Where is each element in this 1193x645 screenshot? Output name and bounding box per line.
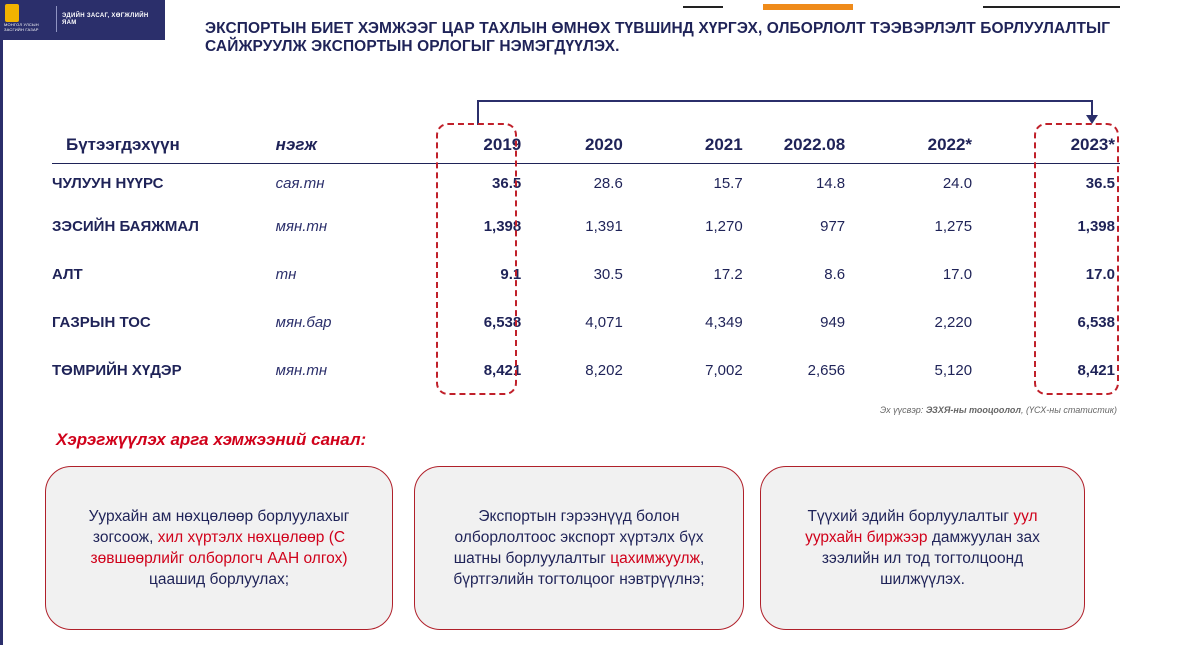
value-cell: 6,538 [1077,313,1115,331]
value-cell: 2,220 [934,313,973,331]
value-cell: 17.0 [942,265,973,283]
value-cell: 8,202 [585,361,623,379]
table-row [52,298,1120,346]
active-section-indicator [763,4,853,10]
section-indicator-segment [983,6,1120,8]
product-name: ЧУЛУУН НҮҮРС [52,174,164,192]
header-year: 2022* [845,127,972,164]
value-cell: 7,002 [705,361,743,379]
source-note [720,405,1117,415]
source-bold: ЭЗХЯ-ны тооцоолол [925,405,1021,415]
value-cell: 24.0 [942,174,973,192]
header-year: 2020 [529,127,623,164]
proposal-card-text [435,506,723,590]
value-cell: 9.1 [500,265,522,283]
table-row [52,346,1120,394]
card-text-part: , бүртгэлийн тогтолцоог нэвтрүүлнэ; [453,550,705,588]
compare-arrow-icon [470,95,1100,127]
source-suffix: , (ҮСХ-ны статистик) [1020,405,1117,415]
proposal-heading: Хэрэгжүүлэх арга хэмжээний санал: [56,430,367,449]
value-cell: 1,398 [483,217,522,235]
card-text-part: Экспортын гэрээнүүд болон олборлолтоос экспорт хүртэлх бүх шатны борлуулалтыг [453,508,704,567]
product-name: ГАЗРЫН ТОС [52,313,151,331]
product-unit: сая.тн [275,174,325,192]
product-unit: мян.тн [275,361,328,379]
logo-divider [56,6,57,32]
header-year: 2023* [972,127,1120,164]
product-name: ЗЭСИЙН БАЯЖМАЛ [52,217,199,235]
source-prefix: Эх үүсвэр: [879,405,926,415]
header-year: 2022.08 [743,127,845,164]
logo-block [0,0,165,40]
emblem-caption: МОНГОЛ УЛСЫН ЗАСГИЙН ГАЗАР [4,22,39,32]
section-indicator-segment [683,6,723,8]
card-text-part: дамжуулан зах зээлийн ил тод тогтолцоонд шилжүүлэх. [821,529,1040,588]
value-cell: 5,120 [934,361,973,379]
product-unit: мян.бар [275,313,332,331]
value-cell: 17.2 [713,265,743,283]
proposal-card [760,466,1085,630]
table-row [52,164,1120,203]
value-cell: 14.8 [815,174,846,192]
value-cell: 4,349 [705,313,743,331]
card-text-highlight: хил хүртэлх нөхцөлөөр (С зөвшөөрлийг олборлогч ААН олгох) [90,529,348,567]
card-text-part: Түүхий эдийн борлуулалтыг [807,508,1014,525]
page-title: ЭКСПОРТЫН БИЕТ ХЭМЖЭЭГ ЦАР ТАХЛЫН ӨМНӨХ ТҮВШИНД ХҮРГЭХ, ОЛБОРЛОЛТ ТЭЭВЭРЛЭЛТ БОРЛУУЛАЛТЫГ САЙЖРУУЛЖ ЭКСПОРТЫН ОРЛОГЫГ НЭМЭГДҮҮЛЭХ. [205,20,1111,55]
value-cell: 17.0 [1085,265,1115,283]
value-cell: 8.6 [824,265,846,283]
proposal-card [45,466,393,630]
card-text-highlight: цахимжуулж [610,550,700,567]
card-text-highlight: уул уурхайн биржээр [805,508,1038,546]
value-cell: 4,071 [585,313,623,331]
value-cell: 30.5 [593,265,623,283]
value-cell: 977 [820,217,846,235]
soyombo-emblem-icon [5,4,19,22]
proposal-card-text [66,506,372,590]
value-cell: 1,275 [934,217,973,235]
value-cell: 15.7 [713,174,743,192]
proposal-card-text [781,506,1064,590]
header-unit: нэгж [266,127,444,164]
value-cell: 36.5 [1085,174,1115,192]
value-cell: 6,538 [483,313,522,331]
value-cell: 2,656 [807,361,846,379]
value-cell: 1,391 [585,217,623,235]
table-row [52,202,1120,250]
header-year: 2019 [444,127,530,164]
product-name: ТӨМРИЙН ХҮДЭР [52,361,182,379]
value-cell: 1,270 [705,217,743,235]
product-unit: тн [275,265,297,283]
table-header-row [52,127,1120,164]
product-name: АЛТ [52,265,83,283]
value-cell: 8,421 [483,361,522,379]
highlight-2019-column [436,123,517,395]
left-rule [0,0,3,645]
highlight-2023-column [1034,123,1119,395]
top-section-indicator [683,0,1120,9]
card-text-part: цаашид борлуулах; [148,571,290,588]
value-cell: 8,421 [1077,361,1115,379]
value-cell: 28.6 [593,174,623,192]
ministry-name: ЭДИЙН ЗАСАГ, ХӨГЖЛИЙН ЯАМ [62,13,149,26]
export-volume-table [52,127,1120,394]
proposal-card [414,466,744,630]
card-text-part: Уурхайн ам нөхцөлөөр борлуулахыг зогсоож, [88,508,350,546]
table-row [52,250,1120,298]
value-cell: 1,398 [1077,217,1115,235]
product-unit: мян.тн [275,217,328,235]
header-product: Бүтээгдэхүүн [52,127,266,164]
header-year: 2021 [623,127,743,164]
value-cell: 36.5 [492,174,522,192]
value-cell: 949 [820,313,846,331]
